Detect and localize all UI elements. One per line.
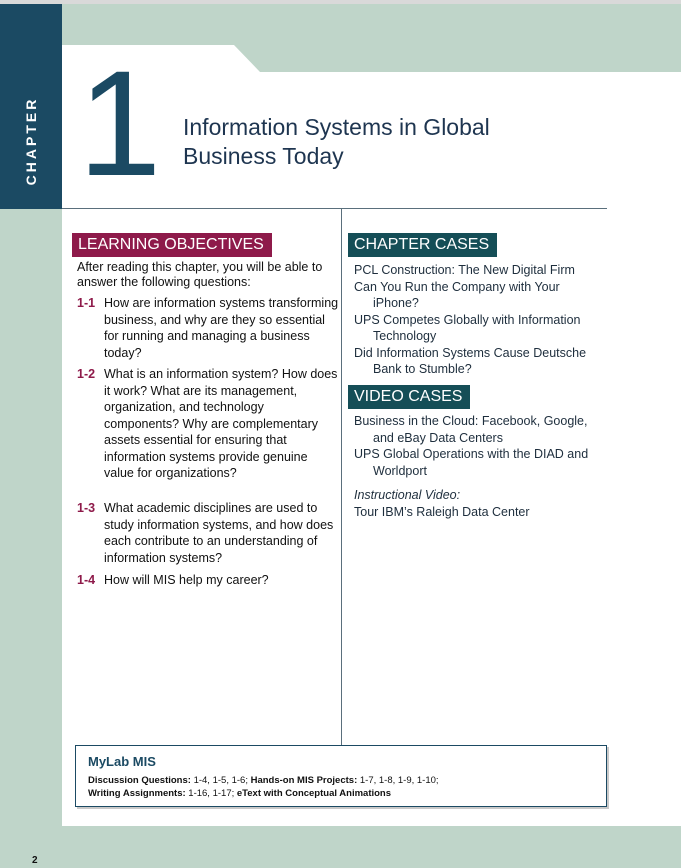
mylab-writing-value: 1-16, 1-17;	[185, 788, 237, 799]
mylab-line-2	[88, 788, 391, 799]
page-number: 2	[32, 855, 38, 866]
learning-objectives-intro: After reading this chapter, you will be able to answer the following questions:	[77, 260, 323, 289]
chapter-title-line-1: Information Systems in Global	[183, 114, 490, 140]
instructional-video	[354, 487, 530, 521]
chapter-cases-list	[354, 262, 606, 378]
video-cases-list	[354, 413, 606, 479]
title-rule	[62, 208, 607, 209]
objective-number: 1-1	[77, 296, 96, 310]
chapter-tab	[0, 4, 62, 209]
mylab-writing-label: Writing Assignments:	[88, 788, 186, 799]
objective-item	[77, 295, 339, 361]
objective-number: 1-3	[77, 501, 96, 515]
video-case-item: Business in the Cloud: Facebook, Google, and eBay Data Centers	[354, 414, 588, 445]
objective-number: 1-4	[77, 573, 96, 587]
chapter-case-item: Can You Run the Company with Your iPhone?	[354, 279, 560, 310]
objective-item	[77, 500, 339, 566]
instructional-video-label: Instructional Video:	[354, 488, 461, 502]
chapter-title	[183, 113, 583, 171]
mylab-projects-value: 1-7, 1-8, 1-9, 1-10;	[357, 775, 439, 786]
chapter-case-item: PCL Construction: The New Digital Firm	[354, 263, 575, 277]
mylab-etext-label: eText with Conceptual Animations	[236, 788, 392, 799]
video-cases-heading: VIDEO CASES	[348, 385, 470, 409]
mylab-box	[75, 745, 607, 807]
chapter-number: 1	[78, 39, 156, 207]
chapter-title-line-2: Business Today	[183, 143, 344, 169]
instructional-video-item: Tour IBM’s Raleigh Data Center	[354, 505, 530, 519]
objective-text: How are information systems transforming business, and why are they so essential for running and managing a business today?	[104, 296, 339, 360]
chapter-label: CHAPTER	[23, 96, 39, 186]
chapter-case-item: Did Information Systems Cause Deutsche Bank to Stumble?	[354, 345, 587, 376]
objective-item	[77, 572, 339, 589]
mylab-title: MyLab MIS	[88, 754, 156, 769]
chapter-case-item: UPS Competes Globally with Information Technology	[354, 312, 581, 343]
objective-text: What academic disciplines are used to study information systems, and how does each contribute to an understanding of information systems?	[104, 501, 334, 565]
page-band-bottom	[0, 826, 681, 868]
objective-item	[77, 366, 339, 482]
mylab-projects-label: Hands-on MIS Projects:	[250, 775, 358, 786]
chapter-cases-heading: CHAPTER CASES	[348, 233, 497, 257]
objective-number: 1-2	[77, 367, 96, 381]
objective-text: What is an information system? How does it work? What are its management, organization, and technology components? Why are complementary assets essential for ensuring that information systems provide genuine value for organizations?	[104, 367, 338, 480]
mylab-discussion-label: Discussion Questions:	[88, 775, 191, 786]
column-divider	[341, 209, 342, 746]
learning-objectives-heading: LEARNING OBJECTIVES	[72, 233, 272, 257]
video-case-item: UPS Global Operations with the DIAD and Worldport	[354, 447, 589, 478]
objective-text: How will MIS help my career?	[104, 573, 269, 587]
mylab-line-1	[88, 775, 439, 786]
mylab-discussion-value: 1-4, 1-5, 1-6;	[190, 775, 251, 786]
